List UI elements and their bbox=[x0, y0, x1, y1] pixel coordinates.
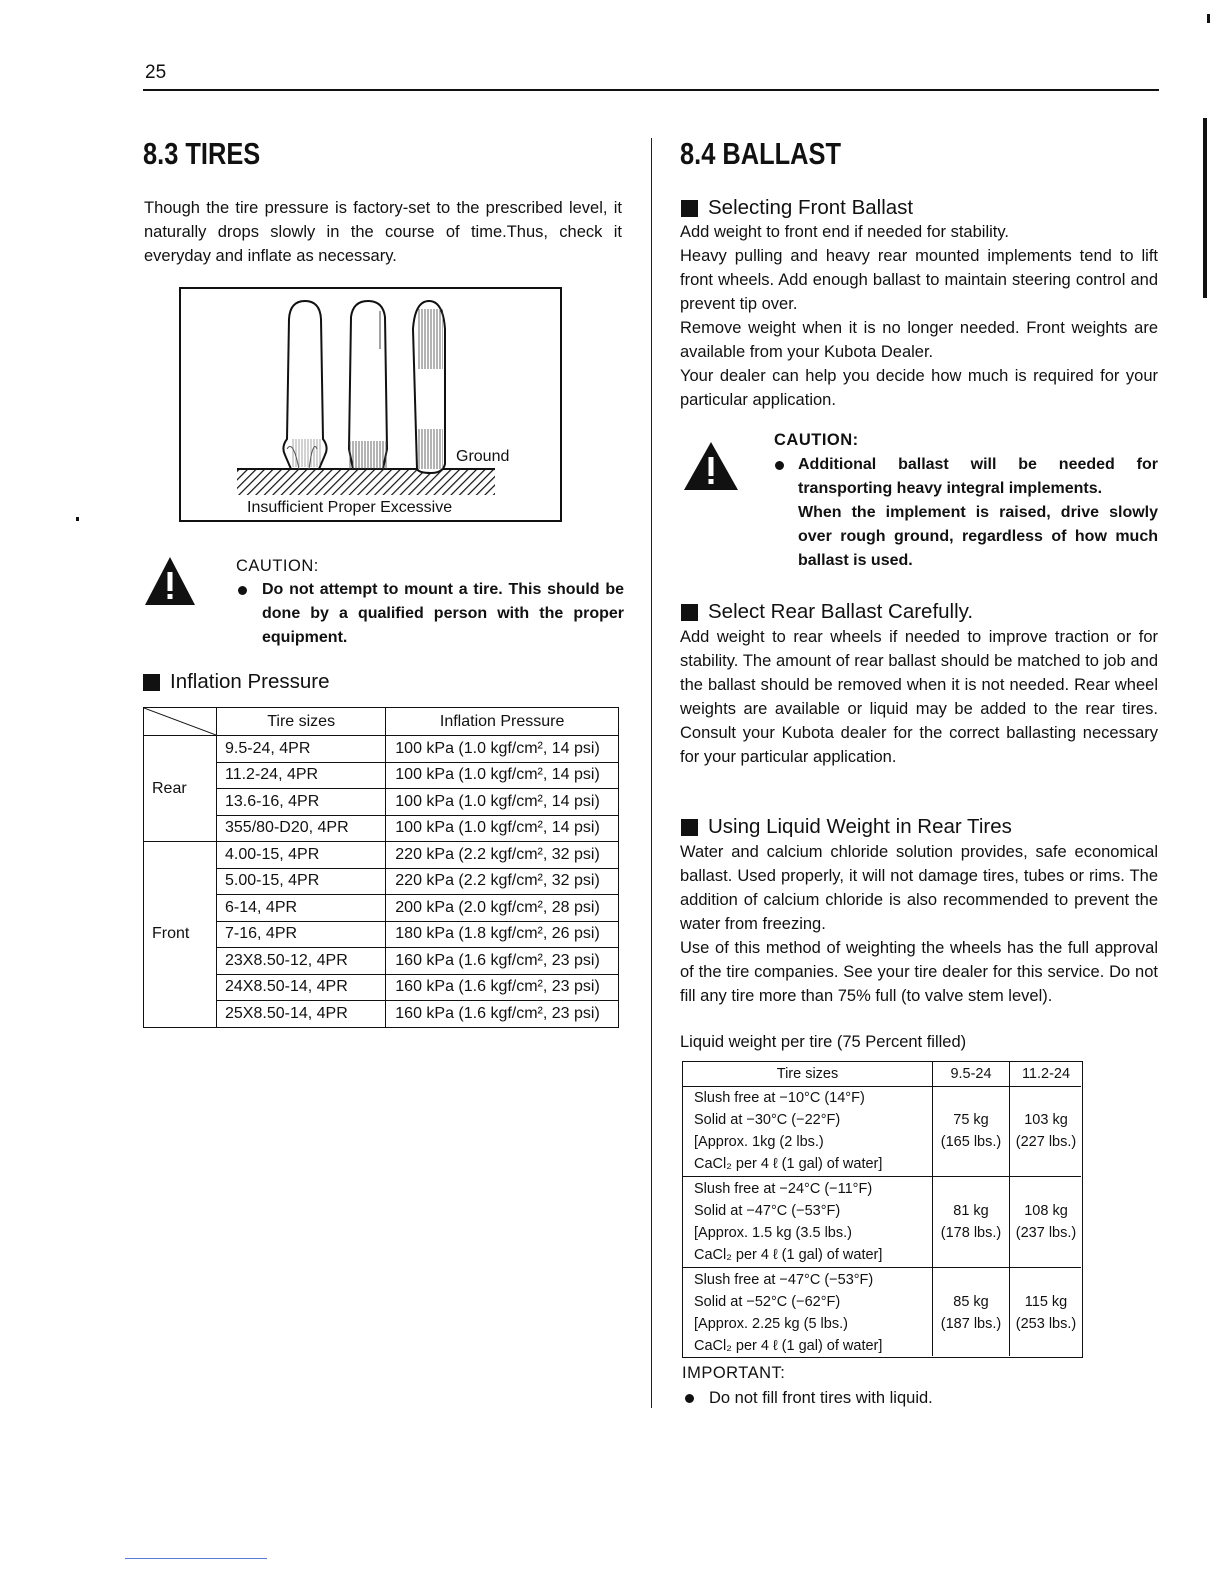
header-tire-sizes: Tire sizes bbox=[217, 708, 386, 736]
weight-cell: 103 kg (227 lbs.) bbox=[1015, 1112, 1077, 1150]
bullet-icon bbox=[775, 461, 784, 470]
ground-hatch bbox=[237, 469, 495, 495]
tire-size-cell: 6-14, 4PR bbox=[217, 895, 386, 922]
tire-size-cell: 13.6-16, 4PR bbox=[217, 789, 386, 816]
pressure-cell: 100 kPa (1.0 kgf/cm², 14 psi) bbox=[386, 762, 619, 789]
pressure-cell: 100 kPa (1.0 kgf/cm², 14 psi) bbox=[386, 736, 619, 763]
table-corner-cell bbox=[144, 708, 217, 736]
tires-caution-heading: CAUTION: bbox=[236, 557, 319, 575]
tire-size-cell: 7-16, 4PR bbox=[217, 921, 386, 948]
liquid-weight-heading bbox=[681, 815, 1012, 839]
table-header-row bbox=[144, 708, 619, 736]
front-ballast-heading-text: Selecting Front Ballast bbox=[708, 196, 914, 219]
ballast-caution-text: Additional ballast will be needed for transporting heavy integral implements. When the implement is raised, drive slowly over rough ground, regardless of how much ballast is used. bbox=[798, 456, 1158, 569]
liquid-weight-table bbox=[682, 1061, 1083, 1358]
header-9-5-24: 9.5-24 bbox=[950, 1066, 992, 1082]
column-divider bbox=[651, 138, 652, 1408]
table-row bbox=[144, 736, 619, 763]
pressure-cell: 100 kPa (1.0 kgf/cm², 14 psi) bbox=[386, 789, 619, 816]
pressure-cell: 100 kPa (1.0 kgf/cm², 14 psi) bbox=[386, 815, 619, 842]
weight-cell: 85 kg (187 lbs.) bbox=[940, 1294, 1002, 1332]
ground-label: Ground bbox=[456, 448, 510, 465]
square-bullet-icon bbox=[143, 674, 160, 691]
square-bullet-icon bbox=[681, 604, 698, 621]
tire-size-cell: 5.00-15, 4PR bbox=[217, 868, 386, 895]
rear-ballast-heading bbox=[681, 600, 973, 624]
condition-cell: Slush free at −10°C (14°F) Solid at −30°C (−22°F) [Approx. 1kg (2 lbs.) CaCl₂ per 4 ℓ (1 gal) of water] bbox=[694, 1090, 883, 1172]
thumb-index-bar bbox=[1203, 118, 1207, 298]
scan-mark bbox=[1207, 14, 1210, 23]
footer-link-line bbox=[125, 1558, 267, 1559]
section-title-tires: 8.3 TIRES bbox=[143, 136, 261, 171]
pressure-cell: 220 kPa (2.2 kgf/cm², 32 psi) bbox=[386, 868, 619, 895]
important-heading: IMPORTANT: bbox=[682, 1364, 786, 1382]
tire-illustration bbox=[181, 289, 561, 521]
bullet-icon bbox=[238, 586, 247, 595]
tire-states-label: Insufficient Proper Excessive bbox=[247, 499, 453, 516]
bullet-icon bbox=[685, 1394, 694, 1403]
front-ballast-heading bbox=[681, 196, 913, 220]
condition-cell: Slush free at −24°C (−11°F) Solid at −47°C (−53°F) [Approx. 1.5 kg (3.5 lbs.) CaCl₂ per 4 ℓ (1 gal) of water] bbox=[694, 1181, 883, 1263]
weight-cell: 108 kg (237 lbs.) bbox=[1015, 1203, 1077, 1241]
header-inflation-pressure: Inflation Pressure bbox=[386, 708, 619, 736]
weight-cell: 81 kg (178 lbs.) bbox=[940, 1203, 1002, 1241]
square-bullet-icon bbox=[681, 819, 698, 836]
weight-cell: 75 kg (165 lbs.) bbox=[940, 1112, 1002, 1150]
pressure-cell: 200 kPa (2.0 kgf/cm², 28 psi) bbox=[386, 895, 619, 922]
group-rear: Rear bbox=[144, 736, 217, 842]
header-tire-sizes: Tire sizes bbox=[776, 1066, 839, 1082]
inflation-pressure-table bbox=[143, 707, 619, 1028]
group-front: Front bbox=[144, 842, 217, 1028]
pressure-cell: 160 kPa (1.6 kgf/cm², 23 psi) bbox=[386, 948, 619, 975]
tire-size-cell: 11.2-24, 4PR bbox=[217, 762, 386, 789]
tires-caution-text: Do not attempt to mount a tire. This should be done by a qualified person with the proper equipment. bbox=[262, 581, 624, 646]
ballast-caution-heading: CAUTION: bbox=[774, 431, 859, 449]
tire-size-cell: 355/80-D20, 4PR bbox=[217, 815, 386, 842]
tire-pressure-figure bbox=[179, 287, 562, 522]
condition-cell: Slush free at −47°C (−53°F) Solid at −52°C (−62°F) [Approx. 2.25 kg (5 lbs.) CaCl₂ per 4 ℓ (1 gal) of water] bbox=[694, 1272, 883, 1354]
tire-size-cell: 23X8.50-12, 4PR bbox=[217, 948, 386, 975]
scan-mark bbox=[76, 517, 79, 521]
tire-size-cell: 9.5-24, 4PR bbox=[217, 736, 386, 763]
tires-intro: Though the tire pressure is factory-set to the prescribed level, it naturally drops slowly in the course of time.Thus, check it everyday and inflate as necessary. bbox=[144, 199, 622, 265]
tire-size-cell: 24X8.50-14, 4PR bbox=[217, 974, 386, 1001]
warning-icon bbox=[143, 555, 197, 607]
pressure-cell: 180 kPa (1.8 kgf/cm², 26 psi) bbox=[386, 921, 619, 948]
tire-size-cell: 25X8.50-14, 4PR bbox=[217, 1001, 386, 1028]
inflation-heading bbox=[143, 670, 330, 694]
warning-icon bbox=[682, 440, 740, 492]
diagonal-line bbox=[144, 708, 216, 735]
pressure-cell: 160 kPa (1.6 kgf/cm², 23 psi) bbox=[386, 974, 619, 1001]
inflation-heading-text: Inflation Pressure bbox=[170, 670, 330, 693]
weight-cell: 115 kg (253 lbs.) bbox=[1015, 1294, 1077, 1332]
rear-ballast-heading-text: Select Rear Ballast Carefully. bbox=[708, 600, 974, 623]
front-ballast-text: Add weight to front end if needed for stability. Heavy pulling and heavy rear mounted implements tend to lift front wheels. Add enough ballast to maintain steering control and prevent tip over. Remove weight when it is no longer needed. Front weights are available from your Kubota Dealer. Your dealer can help you decide how much is required for your particular application. bbox=[680, 223, 1158, 409]
pressure-cell: 220 kPa (2.2 kgf/cm², 32 psi) bbox=[386, 842, 619, 869]
square-bullet-icon bbox=[681, 200, 698, 217]
liquid-table-caption: Liquid weight per tire (75 Percent filled) bbox=[680, 1033, 967, 1051]
important-text: Do not fill front tires with liquid. bbox=[709, 1389, 933, 1407]
liquid-weight-text: Water and calcium chloride solution provides, safe economical ballast. Used properly, it will not damage tires, tubes or rims. The addition of calcium chloride is also recommended to prevent the water from freezing. Use of this method of weighting the wheels has the full approval of the tire companies. See your tire dealer for this service. Do not fill any tire more than 75% full (to valve stem level). bbox=[680, 843, 1158, 1005]
table-row bbox=[144, 842, 619, 869]
tire-size-cell: 4.00-15, 4PR bbox=[217, 842, 386, 869]
pressure-cell: 160 kPa (1.6 kgf/cm², 23 psi) bbox=[386, 1001, 619, 1028]
page-number: 25 bbox=[145, 62, 167, 83]
rear-ballast-text: Add weight to rear wheels if needed to improve traction or for stability. The amount of rear ballast should be matched to job and the ballast should be removed when it is not needed. Rear wheel weights are available or liquid may be added to the rear tires. Consult your Kubota dealer for the correct ballasting necessary for your particular application. bbox=[680, 628, 1158, 766]
section-title-ballast: 8.4 BALLAST bbox=[680, 136, 842, 171]
header-rule bbox=[143, 89, 1159, 91]
liquid-weight-heading-text: Using Liquid Weight in Rear Tires bbox=[708, 815, 1012, 838]
header-11-2-24: 11.2-24 bbox=[1021, 1066, 1071, 1082]
